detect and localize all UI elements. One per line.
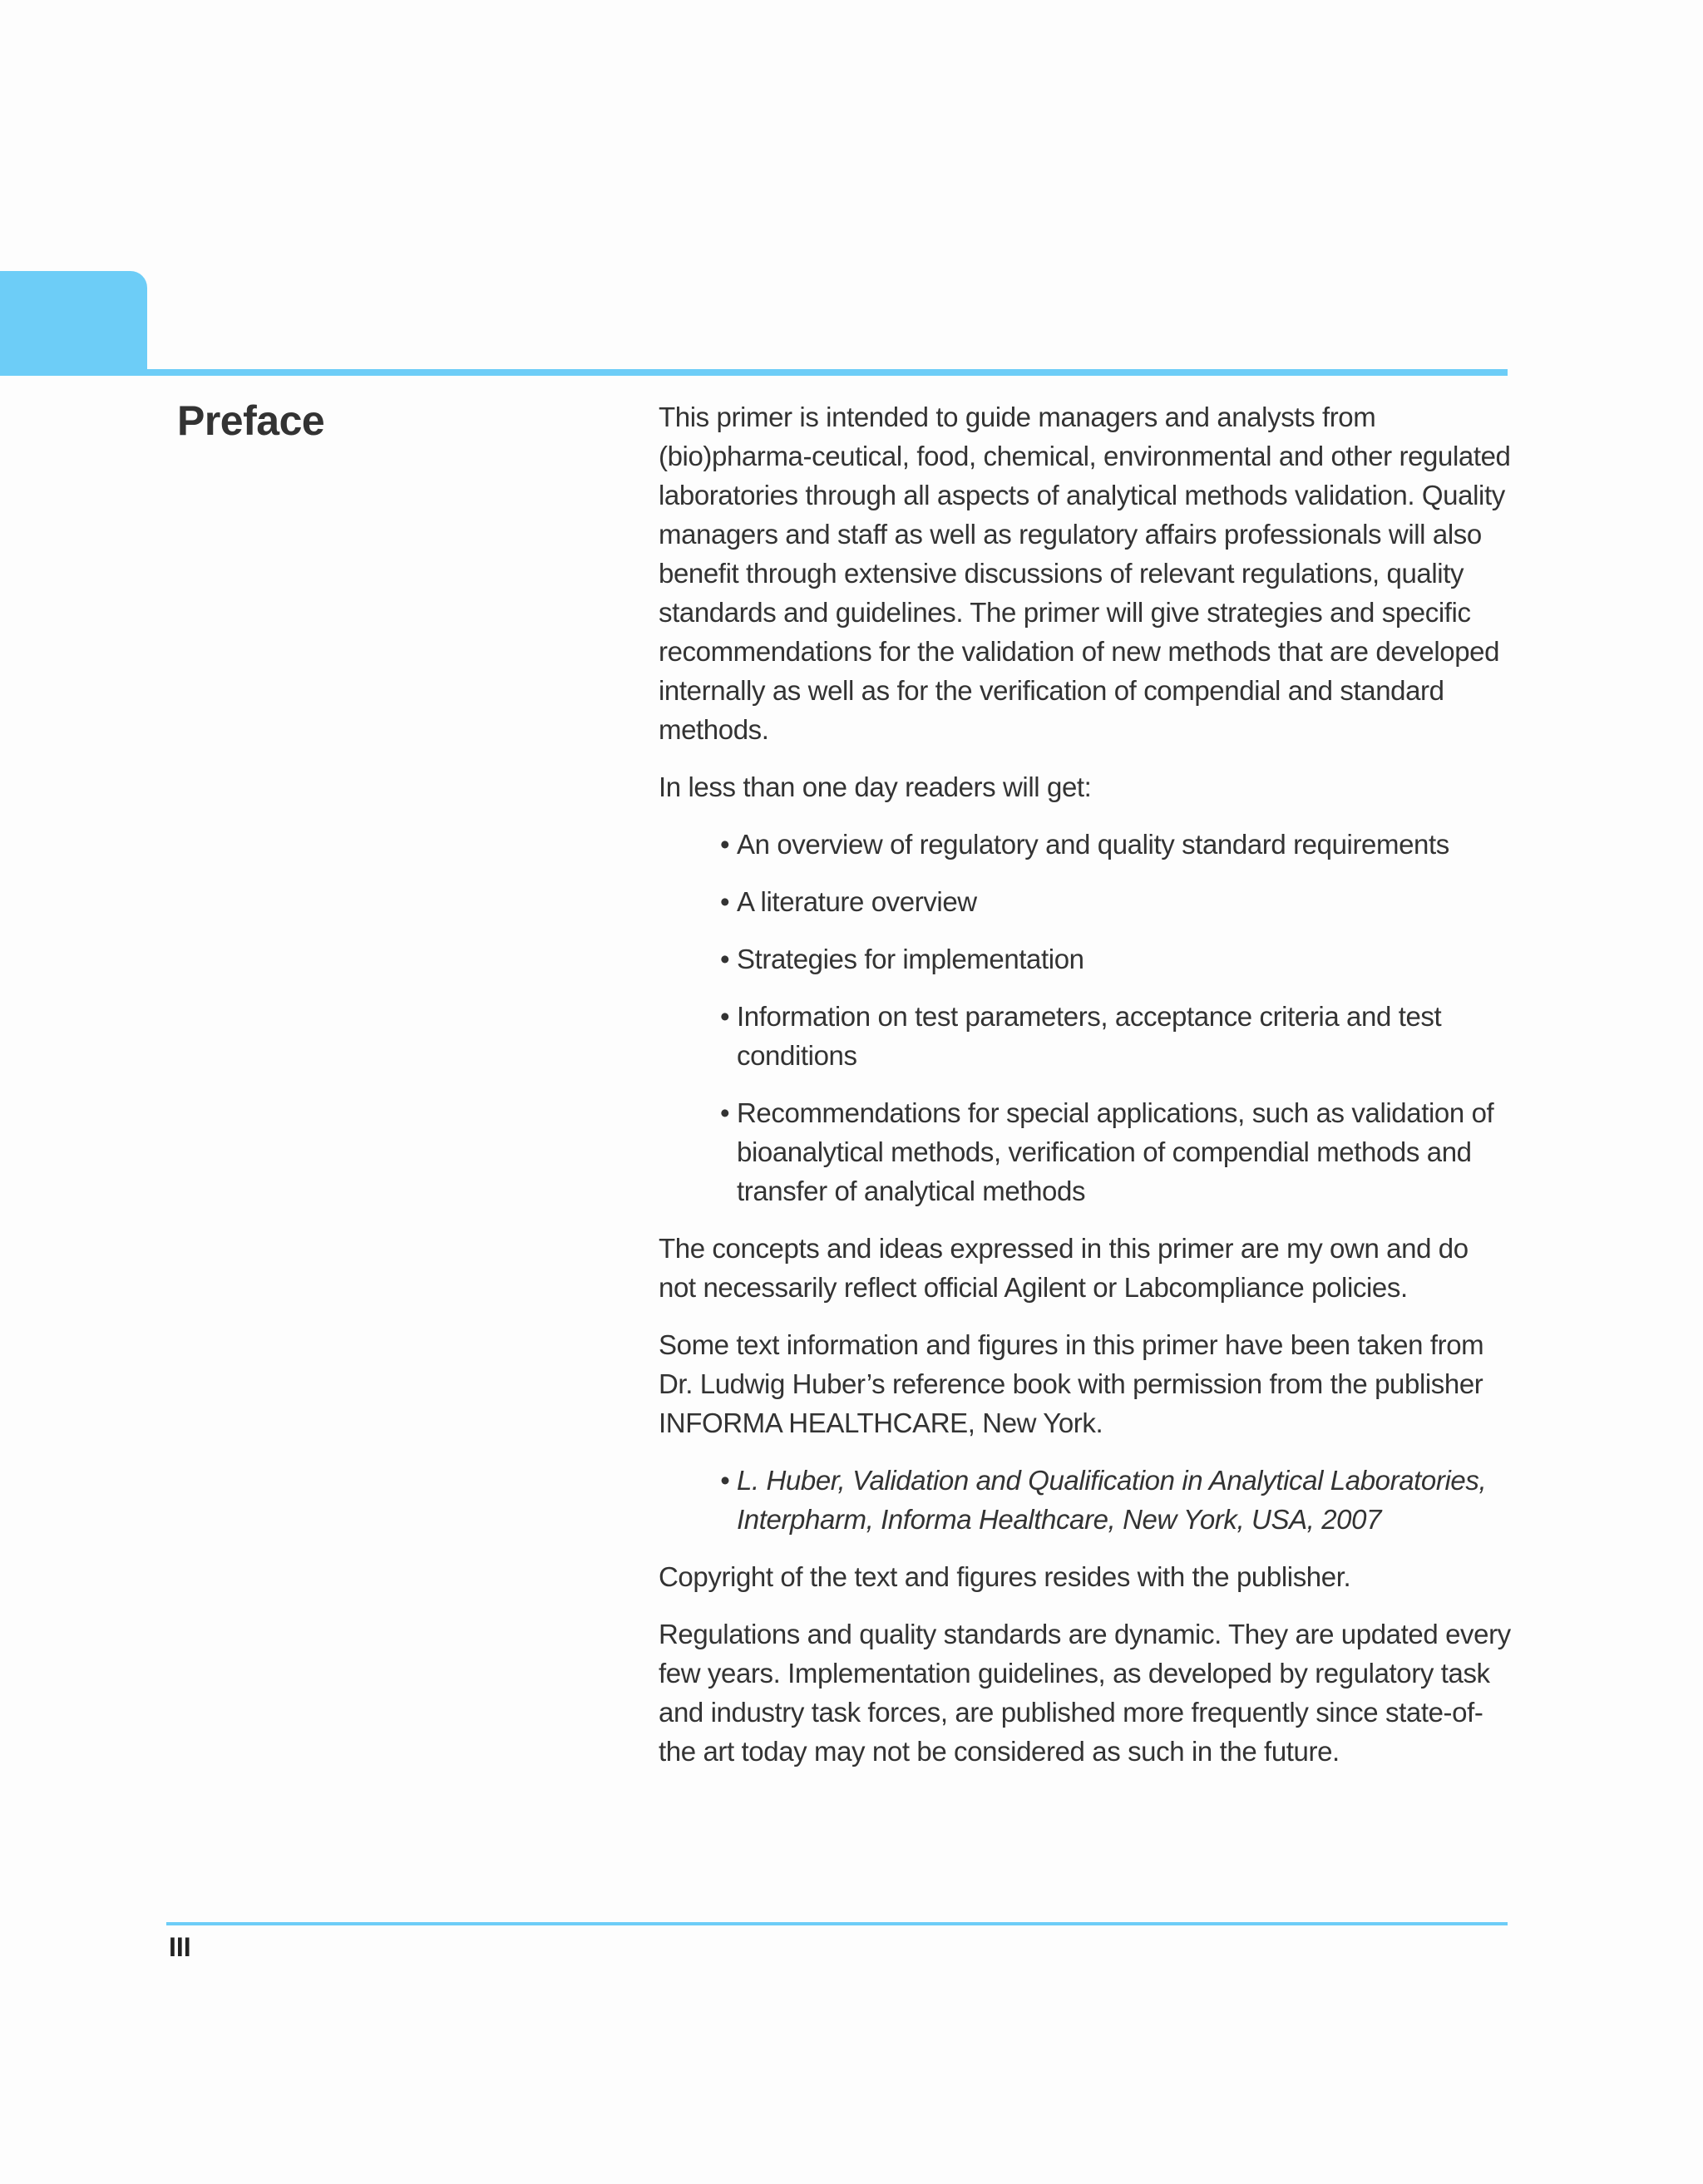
copyright-paragraph: Copyright of the text and figures resides with the publisher.: [659, 1561, 1351, 1592]
footer-rule: [166, 1922, 1508, 1925]
chapter-tab: [0, 271, 147, 376]
source-note-paragraph: Some text information and figures in this primer have been taken from Dr. Ludwig Huber’s reference book with permission from the publisher INFORMA HEALTHCARE, New York.: [659, 1329, 1484, 1438]
page-number: III: [169, 1932, 191, 1962]
intro-paragraph: This primer is intended to guide managers and analysts from (bio)pharma-ceutical, food, chemical, environmental and other regulated laboratories through all aspects of analytical methods validation. Quality managers and staff as well as regulatory affairs professionals will also benefit through extensive discussions of relevant regulations, quality standards and guidelines. The primer will give strategies and specific recommendations for the validation of new methods that are developed internally as well as for the verification of compendial and standard methods.: [659, 402, 1511, 745]
body-text: [659, 397, 1511, 1789]
section-title: Preface: [177, 397, 325, 444]
list-item: • A literature overview: [720, 882, 1511, 921]
disclaimer-paragraph: The concepts and ideas expressed in this primer are my own and do not necessarily reflect official Agilent or Labcompliance policies.: [659, 1233, 1469, 1303]
list-item: • Information on test parameters, acceptance criteria and test conditions: [720, 997, 1511, 1075]
reference-list: [659, 1461, 1511, 1539]
list-item: • Strategies for implementation: [720, 939, 1511, 979]
header-rule: [0, 369, 1508, 376]
readers-lead-paragraph: In less than one day readers will get:: [659, 772, 1092, 802]
reference-item: • L. Huber, Validation and Qualification in Analytical Laboratories, Interpharm, Informa Healthcare, New York, USA, 2007: [720, 1461, 1511, 1539]
closing-paragraph: Regulations and quality standards are dynamic. They are updated every few years. Implementation guidelines, as developed by regulatory task and industry task forces, are published more frequently since state-of-the art today may not be considered as such in the future.: [659, 1619, 1511, 1767]
readers-benefits-list: [659, 825, 1511, 1210]
list-item: • Recommendations for special applications, such as validation of bioanalytical methods, verification of compendial methods and transfer of analytical methods: [720, 1093, 1511, 1210]
list-item: • An overview of regulatory and quality standard requirements: [720, 825, 1511, 864]
